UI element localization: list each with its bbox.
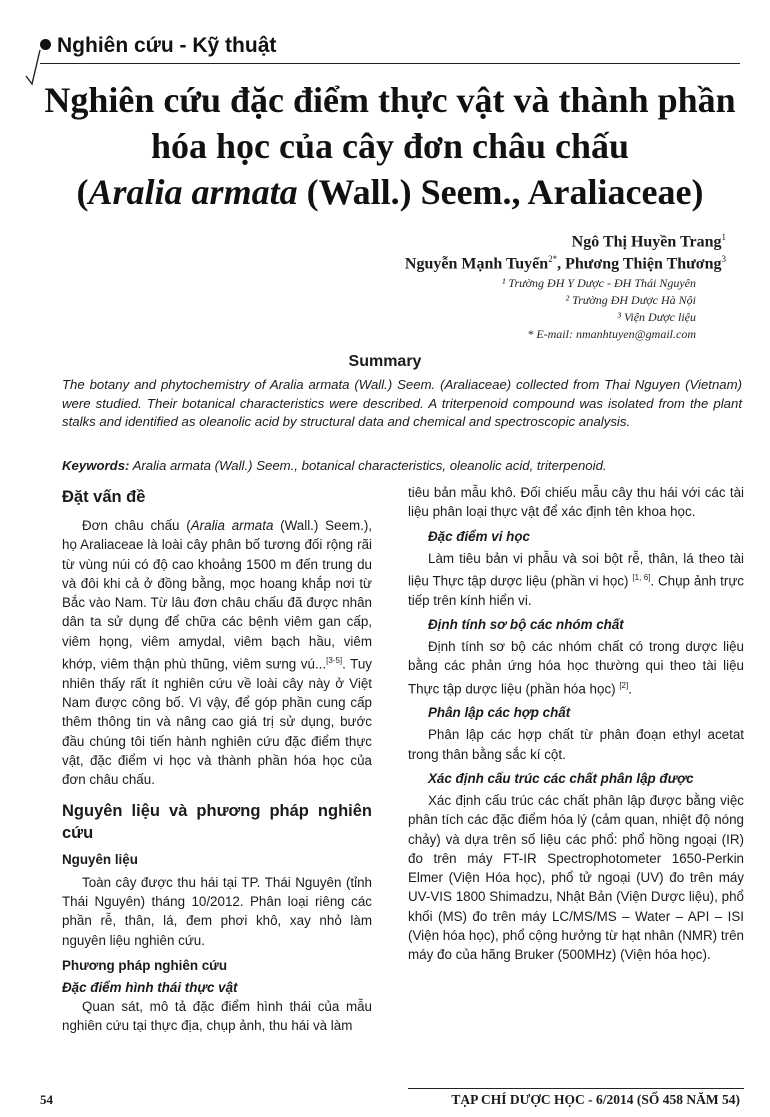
heading-materials: Nguyên liệu bbox=[62, 851, 138, 867]
paragraph-microscopy: Làm tiêu bản vi phẫu và soi bột rễ, thân, lá theo tài liệu Thực tập dược liệu (phần vi học) [1, 6]. Chụp ảnh trực tiếp trên kính hiển vi. bbox=[408, 550, 744, 608]
author-line-2: Nguyễn Mạnh Tuyển$^{2*}$, Phương Thiện Thương$^3$ bbox=[404, 254, 726, 273]
article-title-line-3: (Aralia armata (Wall.) Seem., Araliaceae) bbox=[76, 172, 704, 212]
species-name: Aralia armata bbox=[88, 172, 298, 212]
header-rule bbox=[40, 63, 740, 64]
section-label: Nghiên cứu - Kỹ thuật bbox=[40, 34, 276, 58]
heading-materials-methods: Nguyên liệu và phương pháp nghiên cứu bbox=[62, 801, 372, 842]
paragraph-continued: tiêu bản mẫu khô. Đối chiếu mẫu cây thu hái với các tài liệu phân loại thực vật để xác định tên khoa học. bbox=[408, 485, 744, 520]
summary-heading: Summary bbox=[348, 353, 422, 370]
affiliation-email: * E-mail: nmanhtuyen@gmail.com bbox=[527, 327, 696, 341]
affiliation-2: ² Trường ĐH Dược Hà Nội bbox=[565, 293, 696, 307]
article-title-line-2: hóa học của cây đơn châu chấu bbox=[150, 126, 630, 166]
journal-footer: TẠP CHÍ DƯỢC HỌC - 6/2014 (SỐ 458 NĂM 54) bbox=[451, 1092, 740, 1107]
bullet-icon bbox=[40, 39, 51, 50]
affiliation-3: ³ Viện Dược liệu bbox=[617, 310, 696, 324]
citation: [1, 6] bbox=[632, 572, 651, 582]
heading-microscopy: Đặc điểm vi học bbox=[428, 528, 530, 544]
page-number: 54 bbox=[40, 1092, 53, 1107]
heading-preliminary: Định tính sơ bộ các nhóm chất bbox=[428, 616, 624, 632]
paragraph-structure: Xác định cấu trúc các chất phân lập được bằng việc phân tích các đặc điểm hóa lý (cảm quan, nhiệt độ nóng chảy) và dựa trên số liệu các phổ: phổ hồng ngoại (IR) đo trên máy FT-IR Spectrophotometer 1650-Perkin Elmer (Viện Hóa học), phổ tử ngoại (UV) đo trên máy UV-VIS 1800 Shimadzu, Nhật Bản (Viện Dược liệu), phổ khối (MS) đo trên máy LC/MS/MS – Water – API – ISI (Viện hóa học), phổ cộng hưởng từ hạt nhân (NMR) trên máy đo của hãng Bruker (500MHz) (Viện hóa học). bbox=[408, 792, 744, 963]
citation: [3-5] bbox=[326, 656, 343, 666]
paragraph-morphology: Quan sát, mô tả đặc điểm hình thái của mẫu nghiên cứu tại thực địa, chụp ảnh, thu hái và làm bbox=[62, 998, 372, 1034]
heading-morphology: Đặc điểm hình thái thực vật bbox=[62, 979, 238, 995]
heading-introduction: Đặt vấn đề bbox=[62, 488, 146, 506]
summary-text: The botany and phytochemistry of Aralia armata (Wall.) Seem. (Araliaceae) collected from Thai Nguyen (Vietnam) were studied. Their botanical characteristics were described. A triterpenoid compound was isolated from the plant stalks and identified as oleanolic acid by structural data and chemical and spectroscopic analysis. bbox=[62, 377, 742, 429]
keywords: Keywords: Aralia armata (Wall.) Seem., botanical characteristics, oleanolic acid, triterpenoid. bbox=[62, 458, 607, 473]
heading-structure: Xác định cấu trúc các chất phân lập được bbox=[428, 770, 694, 786]
paragraph-materials: Toàn cây được thu hái tại TP. Thái Nguyên (tỉnh Thái Nguyên) tháng 10/2012. Phân loại riêng các phần rễ, thân, lá, đem phơi khô, xay nhỏ làm nguyên liệu nghiên cứu. bbox=[62, 874, 372, 948]
paragraph-introduction: Đơn châu chấu (Aralia armata (Wall.) Seem.), họ Araliaceae là loài cây phân bố tương đối rộng rãi từ vùng núi có độ cao khoảng 1500 m đến trung du và đôi khi cả ở đồng bằng, mọc hoang khắp nơi từ Bắc vào Nam. Từ lâu đơn châu chấu đã được nhân dân ta sử dụng để chữa các bệnh viêm gan cấp, viêm họng, viêm amydal, viêm bạch hầu, viêm khớp, viêm thận phù thũng, viêm sưng vú...[3-5]. Tuy nhiên thấy rất ít nghiên cứu về loài cây này ở Việt Nam được công bố. Vì vậy, để góp phần cung cấp thêm thông tin và nâng cao giá trị sử dụng, bước đầu chúng tôi tiến hành nghiên cứu đặc điểm thực vật, đặc điểm vi học và thành phần hóa học của đơn châu chấu. bbox=[62, 518, 373, 788]
footer-rule bbox=[408, 1088, 744, 1089]
heading-methods: Phương pháp nghiên cứu bbox=[62, 957, 228, 973]
column-right bbox=[408, 483, 744, 965]
article-title-line-1: Nghiên cứu đặc điểm thực vật và thành phần bbox=[44, 80, 736, 120]
author-line-1: Ngô Thị Huyền Trang$^1$ bbox=[571, 232, 726, 251]
affiliation-1: ¹ Trường ĐH Y Dược - ĐH Thái Nguyên bbox=[501, 276, 696, 290]
heading-isolation: Phân lập các hợp chất bbox=[428, 705, 571, 721]
paragraph-preliminary: Định tính sơ bộ các nhóm chất có trong dược liệu bằng các phản ứng hóa học thường qui theo tài liệu Thực tập dược liệu (phần hóa học) [2]. bbox=[408, 638, 744, 697]
citation: [2] bbox=[619, 680, 629, 690]
paragraph-isolation: Phân lập các hợp chất từ phân đoạn ethyl acetat trong thân bằng sắc kí cột. bbox=[408, 727, 744, 762]
column-left bbox=[62, 486, 372, 1035]
